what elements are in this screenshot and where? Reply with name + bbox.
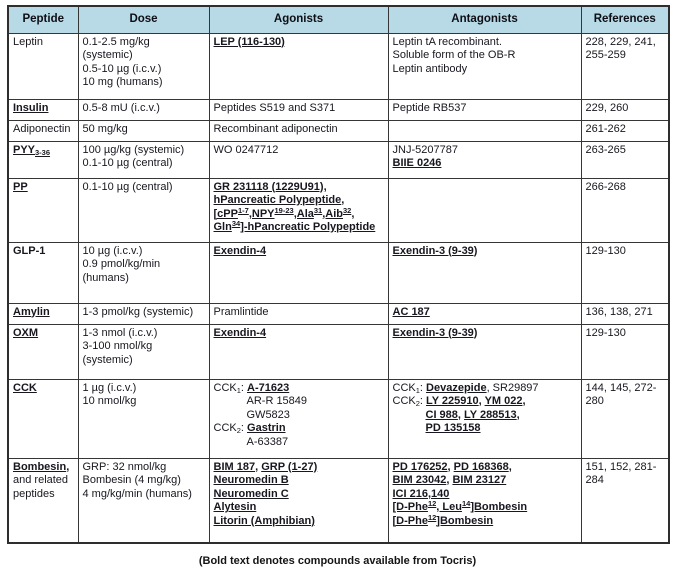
peptide-table <box>7 5 670 544</box>
column-header-antagonists: Antagonists <box>388 6 581 33</box>
text-line: Soluble form of the OB-R <box>392 49 516 61</box>
table-row <box>8 324 669 379</box>
cell-references <box>581 33 669 99</box>
cell-peptide <box>8 458 78 543</box>
text-line: 0.1-10 µg (central) <box>82 157 173 169</box>
cell-antagonists <box>388 458 581 543</box>
cell-antagonists <box>388 99 581 120</box>
cell-dose <box>78 141 209 178</box>
table-row <box>8 141 669 178</box>
cell-dose <box>78 324 209 379</box>
cell-agonists <box>209 141 388 178</box>
text-line: and related <box>13 474 69 486</box>
text-line: Insulin <box>13 101 49 114</box>
column-header-references: References <box>581 6 669 33</box>
text-line: 1-3 pmol/kg (systemic) <box>82 305 194 318</box>
table-row <box>8 99 669 120</box>
text-line: 1 µg (i.c.v.) <box>82 381 137 394</box>
text-line: 151, 152, 281- <box>585 460 657 473</box>
table-body <box>8 33 669 543</box>
text-line: ICI 216,140 <box>392 487 450 500</box>
text-line: Alytesin <box>213 501 257 513</box>
cell-antagonists <box>388 379 581 458</box>
text-line: Neuromedin C <box>213 487 289 500</box>
cell-peptide <box>8 324 78 379</box>
text-line: 129-130 <box>585 244 626 257</box>
text-line: 144, 145, 272- <box>585 381 657 394</box>
text-line: Exendin-3 (9-39) <box>392 244 478 257</box>
text-line: 0.1-2.5 mg/kg <box>82 35 150 48</box>
text-line: Amylin <box>13 305 50 318</box>
text-line: 1-3 nmol (i.c.v.) <box>82 326 158 339</box>
text-line: PD 135158 <box>425 422 481 434</box>
text-line: JNJ-5207787 <box>392 143 458 156</box>
text-line: GLP-1 <box>13 244 46 257</box>
text-line: Exendin-4 <box>213 326 267 339</box>
text-line: Adiponectin <box>13 122 71 135</box>
column-header-peptide: Peptide <box>8 6 78 33</box>
header-row <box>8 6 669 33</box>
text-line: 4 mg/kg/min (humans) <box>82 487 192 500</box>
cell-agonists <box>209 178 388 242</box>
text-line: Bombesin (4 mg/kg) <box>82 474 181 486</box>
text-line: Exendin-3 (9-39) <box>392 326 478 339</box>
text-line: hPancreatic Polypeptide, <box>213 194 345 206</box>
cell-peptide <box>8 33 78 99</box>
text-line: Leptin tA recombinant. <box>392 35 502 48</box>
text-line: 0.9 pmol/kg/min <box>82 258 161 270</box>
text-line: peptides <box>13 487 55 500</box>
cell-agonists <box>209 379 388 458</box>
column-header-agonists: Agonists <box>209 6 388 33</box>
text-line: 50 mg/kg <box>82 122 128 135</box>
text-line: 136, 138, 271 <box>585 305 653 318</box>
table-row <box>8 303 669 324</box>
text-line: (humans) <box>82 271 129 284</box>
cell-dose <box>78 99 209 120</box>
text-line: 100 µg/kg (systemic) <box>82 143 185 156</box>
text-line: OXM <box>13 326 39 339</box>
text-line: 228, 229, 241, <box>585 35 656 48</box>
text-line: Litorin (Amphibian) <box>213 514 315 527</box>
text-line: $CCK_2$: Gastrin <box>213 422 286 435</box>
text-line: 3-100 nmol/kg <box>82 340 153 352</box>
cell-references <box>581 303 669 324</box>
text-line: AC 187 <box>392 305 430 318</box>
text-line: Bombesin, <box>13 460 70 473</box>
text-line: $PYY_{3-36}$ <box>13 143 51 157</box>
text-line: Leptin antibody <box>392 62 468 75</box>
cell-antagonists <box>388 33 581 99</box>
text-line: 10 µg (i.c.v.) <box>82 244 143 257</box>
text-line: $CCK_2$: LY 225910, YM 022, <box>392 395 526 408</box>
text-line: 229, 260 <box>585 101 629 114</box>
cell-agonists <box>209 33 388 99</box>
text-line: Gln$^{34}$]-hPancreatic Polypeptide <box>213 219 376 233</box>
cell-references <box>581 141 669 178</box>
cell-agonists <box>209 120 388 141</box>
text-line: Peptides S519 and S371 <box>213 101 336 114</box>
cell-peptide <box>8 99 78 120</box>
text-line: Recombinant adiponectin <box>213 122 338 135</box>
cell-antagonists <box>388 178 581 242</box>
text-line: A-63387 <box>246 435 289 448</box>
text-line: Neuromedin B <box>213 474 289 486</box>
text-line: 0.5-10 µg (i.c.v.) <box>82 62 162 75</box>
cell-dose <box>78 458 209 543</box>
cell-agonists <box>209 458 388 543</box>
cell-references <box>581 99 669 120</box>
text-line: 263-265 <box>585 143 626 156</box>
text-line: Peptide RB537 <box>392 101 467 114</box>
text-line: (systemic) <box>82 49 133 61</box>
text-line: GRP: 32 nmol/kg <box>82 460 167 473</box>
text-line: [D-Phe$^{12}$]Bombesin <box>392 512 494 527</box>
table-row <box>8 120 669 141</box>
cell-dose <box>78 303 209 324</box>
text-line: $CCK_1$: Devazepide, SR29897 <box>392 381 539 395</box>
text-line: 266-268 <box>585 180 626 193</box>
text-line: GR 231118 (1229U91), <box>213 180 327 193</box>
text-line: Leptin <box>13 35 43 48</box>
cell-dose <box>78 379 209 458</box>
cell-references <box>581 178 669 242</box>
text-line: PD 176252, PD 168368, <box>392 460 512 473</box>
cell-peptide <box>8 120 78 141</box>
text-line: CI 988, LY 288513, <box>425 408 520 421</box>
table-row <box>8 458 669 543</box>
table-row <box>8 33 669 99</box>
text-line: LEP (116-130) <box>213 35 285 48</box>
cell-agonists <box>209 242 388 303</box>
text-line: 284 <box>585 474 604 486</box>
text-line: AR-R 15849 <box>246 395 308 407</box>
cell-references <box>581 324 669 379</box>
text-line: 10 nmol/kg <box>82 395 137 407</box>
cell-dose <box>78 120 209 141</box>
cell-antagonists <box>388 303 581 324</box>
table-row <box>8 242 669 303</box>
table-row <box>8 178 669 242</box>
column-header-dose: Dose <box>78 6 209 33</box>
text-line: CCK <box>13 381 37 394</box>
text-line: BIM 23042, BIM 23127 <box>392 474 507 486</box>
cell-antagonists <box>388 120 581 141</box>
cell-dose <box>78 33 209 99</box>
cell-dose <box>78 242 209 303</box>
cell-references <box>581 242 669 303</box>
text-line: Pramlintide <box>213 305 269 318</box>
cell-dose <box>78 178 209 242</box>
cell-peptide <box>8 141 78 178</box>
table-row <box>8 379 669 458</box>
text-line: WO 0247712 <box>213 143 279 156</box>
cell-agonists <box>209 99 388 120</box>
cell-antagonists <box>388 242 581 303</box>
cell-antagonists <box>388 324 581 379</box>
text-line: 261-262 <box>585 122 626 135</box>
cell-references <box>581 379 669 458</box>
text-line: 280 <box>585 395 604 407</box>
text-line: Exendin-4 <box>213 244 267 257</box>
text-line: 129-130 <box>585 326 626 339</box>
cell-peptide <box>8 379 78 458</box>
text-line: 0.1-10 µg (central) <box>82 180 173 193</box>
text-line: 10 mg (humans) <box>82 76 163 88</box>
text-line: 255-259 <box>585 49 626 61</box>
footnote: (Bold text denotes compounds available from Tocris) <box>198 555 477 567</box>
text-line: $CCK_1$: A-71623 <box>213 381 290 395</box>
text-line: BIM 187, GRP (1-27) <box>213 460 318 473</box>
cell-agonists <box>209 324 388 379</box>
text-line: PP <box>13 180 28 193</box>
text-line: 0.5-8 mU (i.c.v.) <box>82 101 160 114</box>
text-line: [cPP$^{1-7}$,NPY$^{19-23}$,Ala$^{31}$,Aib$^{32}$, <box>213 205 355 220</box>
text-line: BIIE 0246 <box>392 157 442 169</box>
cell-peptide <box>8 242 78 303</box>
cell-references <box>581 120 669 141</box>
text-line: (systemic) <box>82 353 133 366</box>
cell-agonists <box>209 303 388 324</box>
cell-peptide <box>8 303 78 324</box>
cell-references <box>581 458 669 543</box>
text-line: [D-Phe$^{12}$, Leu$^{14}$]Bombesin <box>392 499 528 513</box>
cell-antagonists <box>388 141 581 178</box>
text-line: GW5823 <box>246 408 290 421</box>
cell-peptide <box>8 178 78 242</box>
